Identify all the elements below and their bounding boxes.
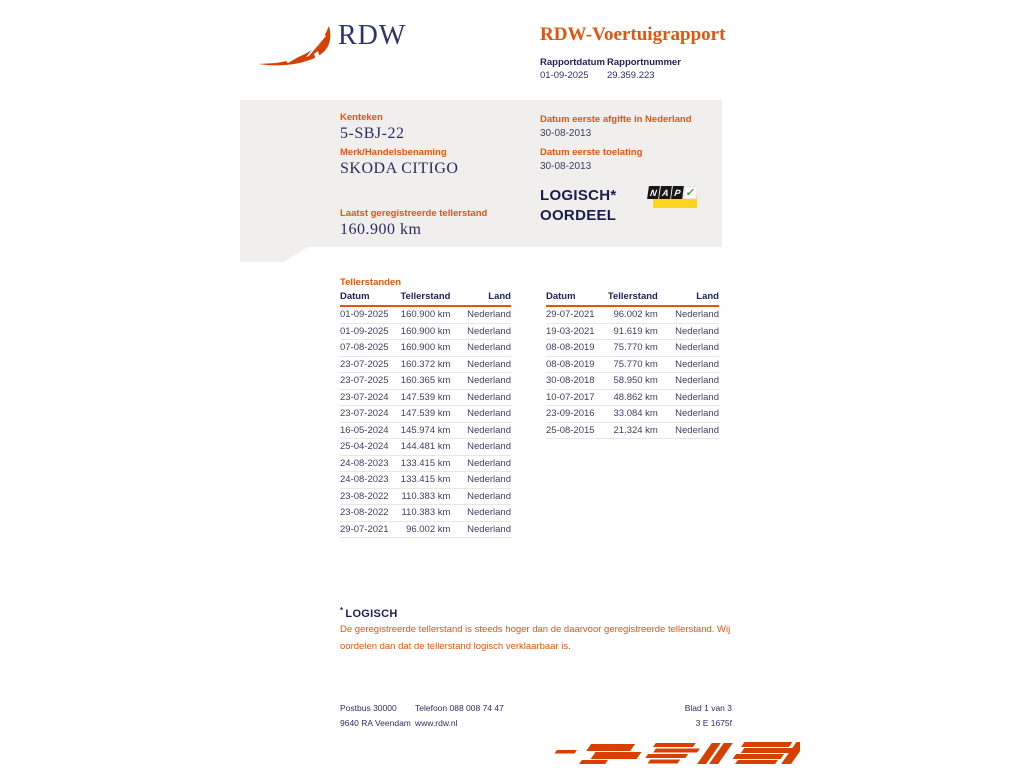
column-header-tellerstand: Tellerstand [600, 290, 669, 306]
table-cell: 08-08-2019 [546, 340, 600, 357]
footer-contact [415, 701, 504, 730]
table-cell: 24-08-2023 [340, 472, 394, 489]
table-row [546, 323, 719, 340]
table-cell: 01-09-2025 [340, 323, 394, 340]
table-cell: 29-07-2021 [546, 306, 600, 323]
table-cell: Nederland [462, 323, 511, 340]
logisch-heading-text: LOGISCH [345, 608, 398, 620]
laatste-tellerstand-value: 160.900 km [340, 221, 422, 238]
table-cell: 91.619 km [600, 323, 669, 340]
table-cell: Nederland [670, 323, 719, 340]
column-header-land: Land [670, 290, 719, 306]
logisch-note-body: De geregistreerde tellerstand is steeds hoger dan de daarvoor geregistreerde tellerstand. Wij oordelen dan dat de tellerstand logisch verklaarbaar is. [340, 624, 731, 652]
table-cell: Nederland [670, 389, 719, 406]
table-cell: 07-08-2025 [340, 340, 394, 357]
table-cell: Nederland [462, 422, 511, 439]
nap-letter-n: N [647, 186, 660, 199]
table-cell: 23-07-2024 [340, 406, 394, 423]
nap-letter-a: A [659, 186, 672, 199]
table-cell: 16-05-2024 [340, 422, 394, 439]
table-cell: Nederland [670, 406, 719, 423]
report-number-field [607, 56, 681, 82]
table-cell: Nederland [670, 422, 719, 439]
table-cell: 24-08-2023 [340, 455, 394, 472]
eerste-toelating-label: Datum eerste toelating [540, 147, 643, 158]
column-header-datum: Datum [340, 290, 394, 306]
tellerstanden-section-title: Tellerstanden [340, 277, 402, 288]
footer-address [340, 701, 411, 730]
table-cell: Nederland [670, 306, 719, 323]
table-cell: Nederland [462, 472, 511, 489]
table-cell: 147.539 km [394, 389, 463, 406]
table-cell: 29-07-2021 [340, 521, 394, 538]
table-cell: Nederland [670, 356, 719, 373]
panel-corner-tab [240, 247, 308, 262]
report-date-value: 01-09-2025 [540, 70, 589, 81]
table-cell: 25-08-2015 [546, 422, 600, 439]
table-cell: Nederland [462, 389, 511, 406]
table-cell: 01-09-2025 [340, 306, 394, 323]
tellerstanden-table-right [546, 290, 719, 439]
document-title: RDW-Voertuigrapport [540, 24, 726, 45]
table-cell: 23-07-2025 [340, 356, 394, 373]
table-row [340, 406, 511, 423]
table-header-row [340, 290, 511, 306]
table-row [340, 521, 511, 538]
laatste-tellerstand-field [340, 208, 487, 239]
report-date-label: Rapportdatum [540, 57, 605, 68]
table-row [546, 406, 719, 423]
table-cell: 160.900 km [394, 323, 463, 340]
table-cell: Nederland [670, 340, 719, 357]
eerste-toelating-value: 30-08-2013 [540, 161, 592, 172]
table-cell: 48.862 km [600, 389, 669, 406]
kenteken-value: 5-SBJ-22 [340, 125, 405, 142]
table-cell: 30-08-2018 [546, 373, 600, 390]
speed-stripes-graphic [548, 737, 800, 768]
table-cell: 23-08-2022 [340, 505, 394, 522]
kenteken-field [340, 112, 404, 143]
eerste-toelating-field [540, 147, 642, 172]
table-cell: 19-03-2021 [546, 323, 600, 340]
table-cell: 160.365 km [394, 373, 463, 390]
table-row [340, 389, 511, 406]
table-header-row [546, 290, 719, 306]
table-cell: 58.950 km [600, 373, 669, 390]
table-cell: Nederland [462, 455, 511, 472]
table-cell: 145.974 km [394, 422, 463, 439]
table-cell: 160.900 km [394, 306, 463, 323]
oordeel-line2: OORDEEL [540, 207, 617, 224]
eerste-afgifte-field [540, 114, 692, 139]
nap-letter-boxes [648, 186, 697, 199]
table-cell: 75.770 km [600, 356, 669, 373]
oordeel-verdict [540, 186, 617, 226]
table-cell: Nederland [462, 373, 511, 390]
table-row [546, 356, 719, 373]
table-cell: Nederland [462, 306, 511, 323]
table-row [546, 340, 719, 357]
table-cell: Nederland [462, 505, 511, 522]
table-row [340, 439, 511, 456]
report-number-label: Rapportnummer [607, 57, 681, 68]
table-row [340, 356, 511, 373]
table-cell: Nederland [462, 439, 511, 456]
footer-form-code: 3 E 1675f [695, 717, 732, 728]
table-cell: Nederland [462, 406, 511, 423]
table-cell: 133.415 km [394, 472, 463, 489]
table-row [340, 323, 511, 340]
table-cell: 33.084 km [600, 406, 669, 423]
eerste-afgifte-value: 30-08-2013 [540, 128, 592, 139]
rdw-logo-text: RDW [338, 20, 407, 51]
footer-page-info [560, 701, 732, 730]
table-cell: 10-07-2017 [546, 389, 600, 406]
table-cell: 23-07-2024 [340, 389, 394, 406]
table-row [340, 422, 511, 439]
table-cell: 23-07-2025 [340, 373, 394, 390]
table-row [546, 373, 719, 390]
report-number-value: 29.359.223 [607, 70, 655, 81]
report-date-field [540, 56, 605, 82]
table-row [340, 488, 511, 505]
column-header-land: Land [462, 290, 511, 306]
table-cell: 147.539 km [394, 406, 463, 423]
table-cell: Nederland [462, 340, 511, 357]
table-cell: 23-08-2022 [340, 488, 394, 505]
footer-city: 9640 RA Veendam [340, 717, 411, 728]
nap-checkmark-icon: ✓ [683, 186, 698, 199]
table-row [340, 340, 511, 357]
logisch-note-heading [340, 606, 398, 620]
asterisk: * [340, 606, 344, 615]
laatste-tellerstand-label: Laatst geregistreerde tellerstand [340, 208, 488, 219]
nap-letter-p: P [671, 186, 684, 199]
table-cell: Nederland [462, 488, 511, 505]
table-row [340, 373, 511, 390]
footer-phone: Telefoon 088 008 74 47 [415, 703, 504, 713]
table-cell: 96.002 km [394, 521, 463, 538]
nap-logo [648, 185, 700, 212]
table-cell: 133.415 km [394, 455, 463, 472]
merk-value: SKODA CITIGO [340, 160, 459, 177]
table-row [546, 306, 719, 323]
footer-postbus: Postbus 30000 [340, 703, 397, 713]
merk-field [340, 147, 458, 178]
tellerstanden-table-left [340, 290, 511, 538]
table-cell: Nederland [462, 521, 511, 538]
table-cell: 23-09-2016 [546, 406, 600, 423]
table-row [546, 389, 719, 406]
footer-page-number: Blad 1 van 3 [684, 703, 732, 713]
table-cell: 75.770 km [600, 340, 669, 357]
table-row [340, 306, 511, 323]
column-header-tellerstand: Tellerstand [394, 290, 463, 306]
rdw-feather-logo-icon [256, 24, 336, 70]
table-cell: 110.383 km [394, 488, 463, 505]
table-cell: 160.900 km [394, 340, 463, 357]
eerste-afgifte-label: Datum eerste afgifte in Nederland [540, 114, 692, 125]
table-cell: 160.372 km [394, 356, 463, 373]
table-row [340, 472, 511, 489]
table-cell: Nederland [670, 373, 719, 390]
table-row [340, 455, 511, 472]
table-cell: 08-08-2019 [546, 356, 600, 373]
table-row [340, 505, 511, 522]
table-cell: 21.324 km [600, 422, 669, 439]
footer-website: www.rdw.nl [415, 717, 458, 728]
kenteken-label: Kenteken [340, 112, 383, 123]
table-cell: 144.481 km [394, 439, 463, 456]
table-cell: 96.002 km [600, 306, 669, 323]
column-header-datum: Datum [546, 290, 600, 306]
table-row [546, 422, 719, 439]
table-cell: 25-04-2024 [340, 439, 394, 456]
table-cell: Nederland [462, 356, 511, 373]
oordeel-line1: LOGISCH* [540, 187, 617, 204]
table-cell: 110.383 km [394, 505, 463, 522]
merk-label: Merk/Handelsbenaming [340, 147, 447, 158]
